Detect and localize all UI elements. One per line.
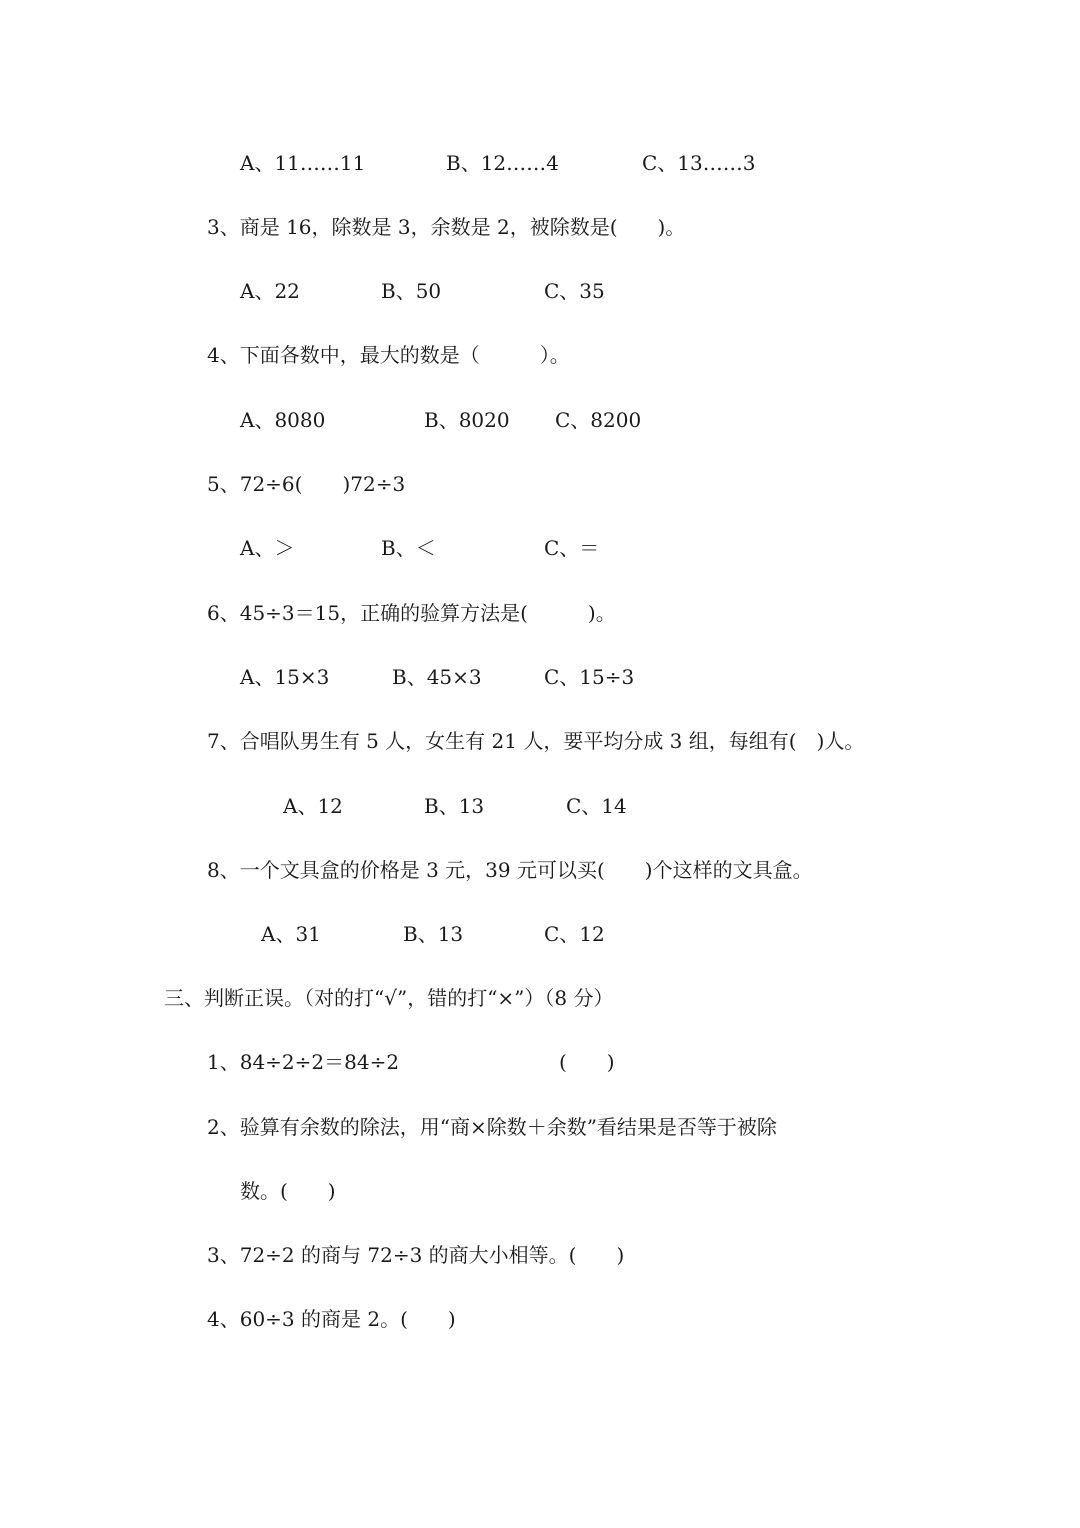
- question-6: 6、45÷3＝15，正确的验算方法是( )。: [207, 601, 616, 625]
- judgement-2-line-1: 2、验算有余数的除法，用“商×除数＋余数”看结果是否等于被除: [207, 1115, 777, 1139]
- judgement-3: 3、72÷2 的商与 72÷3 的商大小相等。( ): [207, 1243, 625, 1267]
- q2-option-c: C、13……3: [642, 151, 756, 175]
- section-3-title: 三、判断正误。（对的打“√”，错的打“×”）（8 分）: [164, 986, 614, 1010]
- q6-option-a: A、15×3: [240, 665, 330, 689]
- q5-option-b: B、＜: [381, 536, 436, 560]
- q2-option-a: A、11……11: [240, 151, 366, 175]
- question-5: 5、72÷6( )72÷3: [207, 472, 406, 496]
- judgement-1: 1、84÷2÷2＝84÷2: [207, 1050, 400, 1074]
- question-7: 7、合唱队男生有 5 人，女生有 21 人，要平均分成 3 组，每组有( )人。: [207, 729, 865, 753]
- q4-option-b: B、8020: [424, 408, 510, 432]
- question-4: 4、下面各数中，最大的数是（ ）。: [207, 343, 570, 367]
- q2-option-b: B、12……4: [446, 151, 559, 175]
- judgement-1-answer-paren: ( ): [559, 1050, 615, 1074]
- q7-option-b: B、13: [424, 794, 485, 818]
- q8-option-a: A、31: [261, 922, 321, 946]
- judgement-2-line-2: 数。( ): [240, 1179, 336, 1203]
- q6-option-c: C、15÷3: [544, 665, 635, 689]
- q6-option-b: B、45×3: [392, 665, 482, 689]
- q8-option-c: C、12: [544, 922, 605, 946]
- q7-option-c: C、14: [566, 794, 627, 818]
- q3-option-b: B、50: [381, 279, 442, 303]
- q5-option-c: C、＝: [544, 536, 600, 560]
- q5-option-a: A、＞: [240, 536, 295, 560]
- q4-option-a: A、8080: [240, 408, 326, 432]
- q3-option-c: C、35: [544, 279, 605, 303]
- q3-option-a: A、22: [240, 279, 300, 303]
- q7-option-a: A、12: [283, 794, 343, 818]
- q8-option-b: B、13: [403, 922, 464, 946]
- question-3: 3、商是 16，除数是 3，余数是 2，被除数是( )。: [207, 215, 686, 239]
- judgement-4: 4、60÷3 的商是 2。( ): [207, 1307, 456, 1331]
- question-8: 8、一个文具盒的价格是 3 元，39 元可以买( )个这样的文具盒。: [207, 858, 813, 882]
- q4-option-c: C、8200: [555, 408, 642, 432]
